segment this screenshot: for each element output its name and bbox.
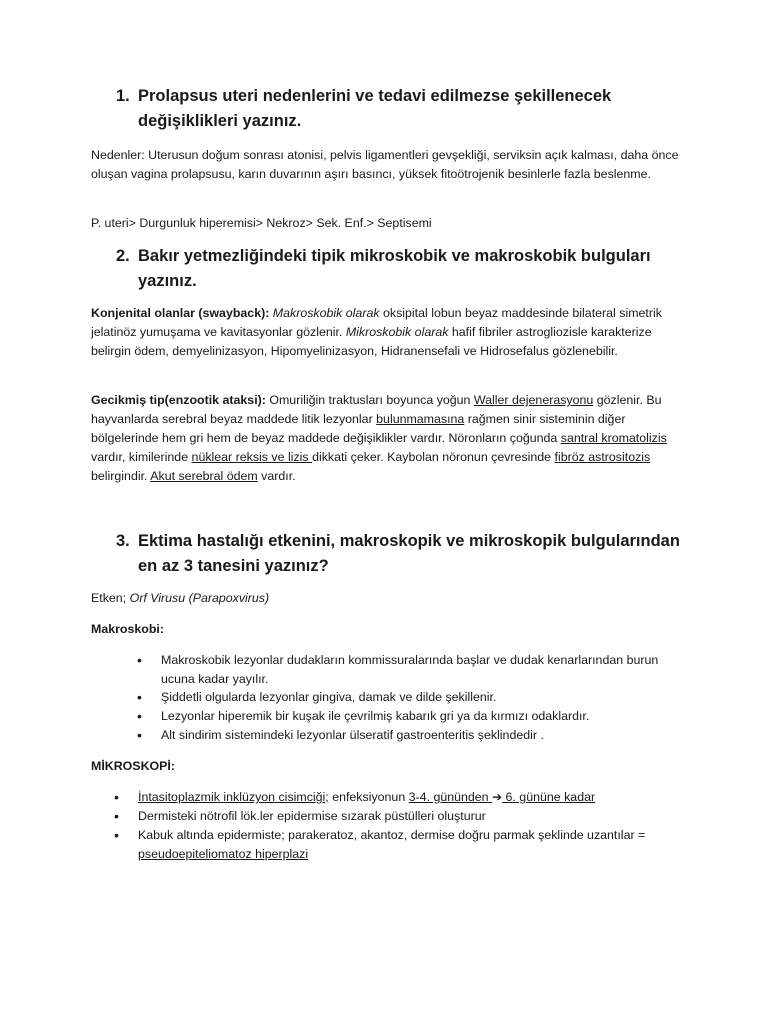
question-number: 2. (116, 247, 130, 265)
list-item-text: Alt sindirim sistemindeki lezyonlar ülseratif gastroenteritis şeklindedir . (161, 728, 544, 742)
makroskobi-title-text: Makroskobi: (91, 622, 164, 636)
question-text: Prolapsus uteri nedenlerini ve tedavi edilmezse şekillenecek değişiklikleri yazınız. (138, 87, 612, 130)
text: enfeksiyonun (328, 790, 409, 804)
congenital-label: Konjenital olanlar (swayback): (91, 306, 270, 320)
list-item (137, 726, 681, 745)
delayed-label: Gecikmiş tip(enzootik ataksi): (91, 393, 266, 407)
bullet-icon: • (137, 689, 142, 705)
list-item (137, 651, 681, 689)
etken-label: Etken; (91, 591, 130, 605)
list-item-text: Lezyonlar hiperemik bir kuşak ile çevrilmiş kabarık gri ya da kırmızı odaklardır. (161, 709, 590, 723)
italic-text: Makroskobik olarak (272, 306, 380, 320)
list-item (114, 788, 683, 807)
bullet-icon: • (137, 708, 142, 724)
bullet-icon: • (114, 808, 119, 824)
question-number: 3. (116, 532, 130, 550)
question-1-heading (116, 84, 686, 134)
question-3-heading (116, 529, 686, 579)
question-number: 1. (116, 87, 130, 105)
text: gözlenir. Bu hayvanlarda serebral beyaz maddede litik lezyonlar (91, 393, 662, 426)
list-item-text: Şiddetli olgularda lezyonlar gingiva, damak ve dilde şekillenir. (161, 690, 497, 704)
text: Kabuk altında epidermiste; parakeratoz, akantoz, dermise doğru parmak şeklinde uzantılar = (138, 828, 646, 842)
list-item (137, 688, 681, 707)
text: vardır, kimilerinde (91, 450, 192, 464)
underlined-term: 3-4. gününden (408, 790, 493, 804)
underlined-term: bulunmamasına (376, 412, 465, 426)
arrow-right-icon: ➔ (492, 790, 503, 804)
bullet-icon: • (137, 652, 142, 668)
list-item (114, 826, 683, 864)
list-item-text: Makroskobik lezyonlar dudakların kommissuralarında başlar ve dudak kenarlarından burun ucuna kadar yayılır. (161, 653, 659, 686)
underlined-term: pseudoepiteliomatoz hiperplazi (138, 847, 309, 861)
text: hafif fibriler astrogliozisle karakterize belirgin ödem, demyelinizasyon, Hipomyelinizasyon, Hidranensefali ve Hidrosefalus gözlenebilir. (91, 325, 652, 358)
etken-value: Orf Virusu (Parapoxvirus) (129, 591, 270, 605)
mikroskopi-title-text: MİKROSKOPİ: (91, 759, 175, 773)
text: oksipital lobun beyaz maddesinde bilateral simetrik jelatinöz yumuşama ve kavitasyonlar gözlenir. (91, 306, 662, 339)
list-item (114, 807, 683, 826)
question-2-heading (116, 244, 686, 294)
list-item-text: Dermisteki nötrofil lök.ler epidermise sızarak püstülleri oluşturur (138, 809, 486, 823)
bullet-icon: • (114, 789, 119, 805)
underlined-term: nüklear reksis ve lizis (191, 450, 313, 464)
q1-causes-paragraph: Nedenler: Uterusun doğum sonrası atonisi, pelvis ligamentleri gevşekliği, serviksin açık kalması, daha önce oluşan vagina prolapsusu, karın duvarının aşırı basıncı, yüksek fitoötrojenik besinlerle fazla beslenme. (91, 148, 679, 181)
underlined-term: Akut serebral ödem (150, 469, 258, 483)
list-item (137, 707, 681, 726)
text: dikkati çeker. Kaybolan nöronun çevresinde (312, 450, 555, 464)
underlined-term: İntasitoplazmik inklüzyon cisimciği; (138, 790, 329, 804)
text: vardır. (257, 469, 296, 483)
mikroskopi-title (91, 757, 681, 776)
underlined-term: Waller dejenerasyonu (473, 393, 594, 407)
q2-delayed-paragraph (91, 391, 681, 486)
text: rağmen sinir sisteminin diğer bölgelerinde hem gri hem de beyaz maddede değişiklikler vardır. Nöronların çoğunda (91, 412, 626, 445)
text: belirgindir. (91, 469, 151, 483)
underlined-term: 6. gününe kadar (502, 790, 596, 804)
question-text: Ektima hastalığı etkenini, makroskopik ve mikroskopik bulgularından en az 3 tanesini yazınız? (138, 532, 680, 575)
bullet-icon: • (137, 727, 142, 743)
q2-congenital-paragraph (91, 304, 681, 361)
q3-etken-line (91, 589, 681, 608)
bullet-icon: • (114, 827, 119, 843)
underlined-term: santral kromatolizis (560, 431, 667, 445)
underlined-term: fibröz astrositozis (554, 450, 651, 464)
question-text: Bakır yetmezliğindeki tipik mikroskobik ve makroskobik bulguları yazınız. (138, 247, 651, 290)
q1-progression-paragraph: P. uteri> Durgunluk hiperemisi> Nekroz> Sek. Enf.> Septisemi (91, 216, 432, 230)
text: Omuriliğin traktusları boyunca yoğun (265, 393, 474, 407)
italic-text: Mikroskobik olarak (345, 325, 449, 339)
makroskobi-title (91, 620, 681, 639)
